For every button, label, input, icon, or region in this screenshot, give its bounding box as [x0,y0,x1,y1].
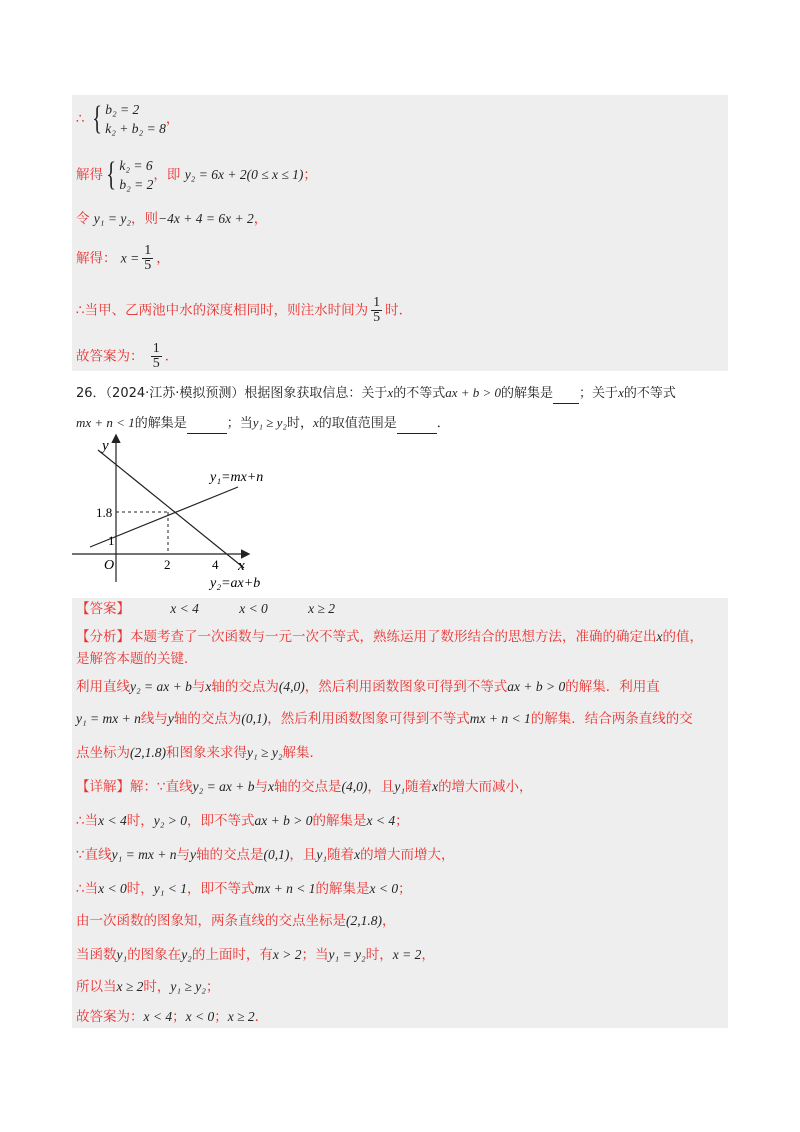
line2-label: y₂=ax+b [210,576,261,591]
text: ； [395,813,409,829]
text: 令 [76,211,90,227]
text: 解得： [76,250,117,267]
fraction [142,244,153,273]
inequality: x > 2 [272,947,302,962]
equation: k₂ + b₂ = 8 [105,121,166,136]
tick-1-8: 1.8 [96,505,113,520]
text: 故答案为： [76,1009,144,1025]
inequality: y₂ > 0 [153,813,187,828]
var: x [312,415,319,430]
punct: ． [164,348,179,365]
text: ，然后利用函数图象可得到不等式 [304,679,508,695]
punct: ； [303,167,317,183]
text: 随着 [405,779,433,795]
equation: x = 2 [392,947,422,962]
equation: k₂ = 6 [119,158,153,173]
text: 时， [126,813,154,829]
equation: y₂ = ax + b [192,779,255,794]
text: 轴的交点为 [173,711,242,727]
inequality: y₁ < 1 [153,881,187,896]
analysis-line-4 [76,710,693,728]
text: 线与 [140,711,168,727]
inequality: x < 4 [366,813,396,828]
solve-label: 解得 [76,167,103,183]
equation-system [105,100,166,138]
equation: y₁ = mx + n [111,847,177,862]
var: x [432,779,439,794]
text: 的解集是 [315,881,370,897]
text: 的解集是 [134,416,187,431]
text: 26．（2024·江苏·模拟预测）根据图象获取信息：关于 [76,386,388,401]
text: ∵直线 [76,847,112,863]
text: ， [382,913,396,929]
denominator: 5 [152,356,160,371]
text: ，且 [367,779,395,795]
text: ； [205,979,220,995]
system-line-1 [76,100,179,138]
text: 的值， [662,629,703,645]
solve-x-line [76,244,170,273]
text: ，然后利用函数图象可得到不等式 [267,711,470,727]
inequality: y₁ ≥ y₂ [170,979,206,994]
var: x [387,385,394,400]
inequality: x ≥ 2 [116,979,144,994]
punct: ， [156,250,170,267]
inequality: x < 0 [369,881,399,896]
analysis-line-5 [76,744,323,762]
numerator: 1 [373,295,381,310]
text: 的解集是 [501,386,554,401]
text: 点坐标为 [76,745,130,761]
equation: b₂ = 2 [105,102,140,117]
answer-value: x < 4 [170,601,199,616]
equation: x = [120,250,140,266]
text: 轴的交点为 [211,679,279,695]
denominator: 5 [144,258,152,273]
text: 时， [365,947,393,963]
text: 时， [143,979,171,995]
point: (0,1) [241,711,268,726]
text: 的不等式 [393,386,446,401]
text: 是解答本题的关键． [76,651,198,667]
answer-value: x < 4 [143,1009,173,1024]
punct: ，即 [153,167,181,183]
let-line [76,210,267,228]
inequality: mx + n < 1 [254,881,316,896]
inequality: y₁ ≥ y₂ [247,745,283,760]
text: ，则 [131,211,159,227]
var: x [656,629,663,644]
numerator: 1 [144,243,152,258]
detail-tag: 【详解】 [76,779,130,795]
question-line-2 [76,414,450,434]
text: ，即不等式 [187,813,255,829]
var: y [167,711,174,726]
text: 时， [286,416,313,431]
brace-icon: { [92,100,102,137]
text: ，即不等式 [187,881,255,897]
inequality: y₁ ≥ y₂ [252,415,287,430]
text: ； [172,1009,186,1025]
var: x [205,679,212,694]
inequality: ax + b > 0 [507,679,566,694]
denominator: 5 [373,310,381,325]
text: 所以当 [76,979,117,995]
analysis-line-1 [76,628,703,646]
point: (0,1) [263,847,290,862]
answer-tag: 【答案】 [76,601,130,617]
equation: y₂ = 6x + 2(0 ≤ x ≤ 1) [184,167,304,182]
text: 的不等式 [623,386,676,401]
inequality: ax + b > 0 [254,813,313,828]
inequality: x < 0 [98,881,127,896]
text: 的取值范围是 [318,416,397,431]
analysis-tag: 【分析】 [76,629,130,645]
text: 随着 [327,847,355,863]
equation: y₁ = y₂ [328,947,366,962]
text: 故答案为： [76,348,144,365]
brace-icon: { [106,156,117,193]
equation-system [119,156,153,194]
fraction [371,296,382,325]
answer-value: x ≥ 2 [308,601,336,616]
point: (4,0) [341,779,368,794]
detail-line-3 [76,846,455,864]
text: 和图象来求得 [166,745,247,761]
inequality: mx + n < 1 [469,711,531,726]
var: x [354,847,361,862]
detail-line-6 [76,946,435,964]
text: ；当 [301,947,329,963]
var: x [618,385,624,400]
text: 的增大而增大， [360,847,455,863]
tick-1: 1 [108,533,115,548]
text: ；关于 [579,386,619,401]
text: 解集． [282,745,324,761]
text: ，且 [289,847,317,863]
inequality: x < 4 [98,813,127,828]
answer-row [76,600,335,618]
var: x [268,779,274,794]
text: 的增大而减小， [438,779,533,795]
answer-value: x < 0 [185,1009,215,1024]
text: ；当 [226,416,253,431]
var: y [190,847,196,862]
equation: y₁ = mx + n [76,711,141,726]
conclusion-line [76,296,412,325]
equation: b₂ = 2 [119,177,154,192]
text: 时． [385,302,413,319]
point: (2,1.8) [346,913,382,928]
function-graph [70,432,290,592]
text: 的图象在 [127,947,182,963]
answer-value: x < 0 [239,601,268,616]
answer-value: x ≥ 2 [227,1009,255,1024]
y-axis-label: y [102,438,109,454]
detail-line-4 [76,880,412,898]
text: 轴的交点是 [196,847,264,863]
text: 解：∵直线 [130,779,193,795]
var: y₁ [116,947,128,962]
punct: ， [253,211,268,227]
analysis-line-3 [76,678,660,696]
text: 利用直线 [76,679,130,695]
text: 由一次函数的图象知，两条直线的交点坐标是 [76,913,346,929]
analysis-line-2 [76,650,198,668]
text: 的解集是 [312,813,367,829]
text: 与 [254,779,268,795]
answer-line-top [76,342,178,371]
text: 本题考查了一次函数与一元一次不等式，熟练运用了数形结合的思想方法，准确的确定出 [130,629,657,645]
text: 当函数 [76,947,117,963]
text: 的解集．利用直 [565,679,660,695]
system-line-2 [76,156,317,194]
answer-blank[interactable] [553,385,579,404]
point: (4,0) [278,679,305,694]
detail-line-2 [76,812,409,830]
origin-label: O [104,558,115,573]
inequality: ax + b > 0 [445,385,502,400]
inequality: mx + n < 1 [76,415,135,430]
numerator: 1 [152,341,160,356]
text: ； [398,881,412,897]
text: ∴当 [76,881,99,897]
fraction [151,342,162,371]
text: ； [214,1009,228,1025]
text: ∴当 [76,813,99,829]
text: 与 [176,847,190,863]
text: ． [254,1009,269,1025]
detail-line-5 [76,912,396,930]
detail-line-1 [76,778,533,796]
tick-2: 2 [164,557,171,572]
var: y₁ [394,779,406,794]
x-axis-label: x [238,558,245,574]
text: ∴当甲、乙两池中水的深度相同时，则注水时间为 [76,302,369,319]
detail-line-7 [76,978,219,996]
text: ． [436,416,450,431]
equation: y₂ = ax + b [130,679,192,694]
punct: ， [165,111,180,127]
line-y2 [98,450,244,568]
answer-blank[interactable] [397,415,437,434]
equation: −4x + 4 = 6x + 2 [158,211,254,226]
tick-4: 4 [212,557,219,572]
therefore-symbol: ∴ [76,111,85,127]
point: (2,1.8) [130,745,166,760]
var: y₁ [316,847,328,862]
detail-line-8 [76,1008,268,1026]
text: ， [421,947,435,963]
text: 的解集．结合两条直线的交 [530,711,693,727]
text: 与 [191,679,206,695]
text: 轴的交点是 [274,779,342,795]
line1-label: y₁=mx+n [210,470,264,485]
var: y₂ [181,947,192,962]
text: 时， [126,881,154,897]
equation: y₁ = y₂ [93,211,132,226]
text: 的上面时，有 [191,947,273,963]
question-line-1 [76,384,676,404]
